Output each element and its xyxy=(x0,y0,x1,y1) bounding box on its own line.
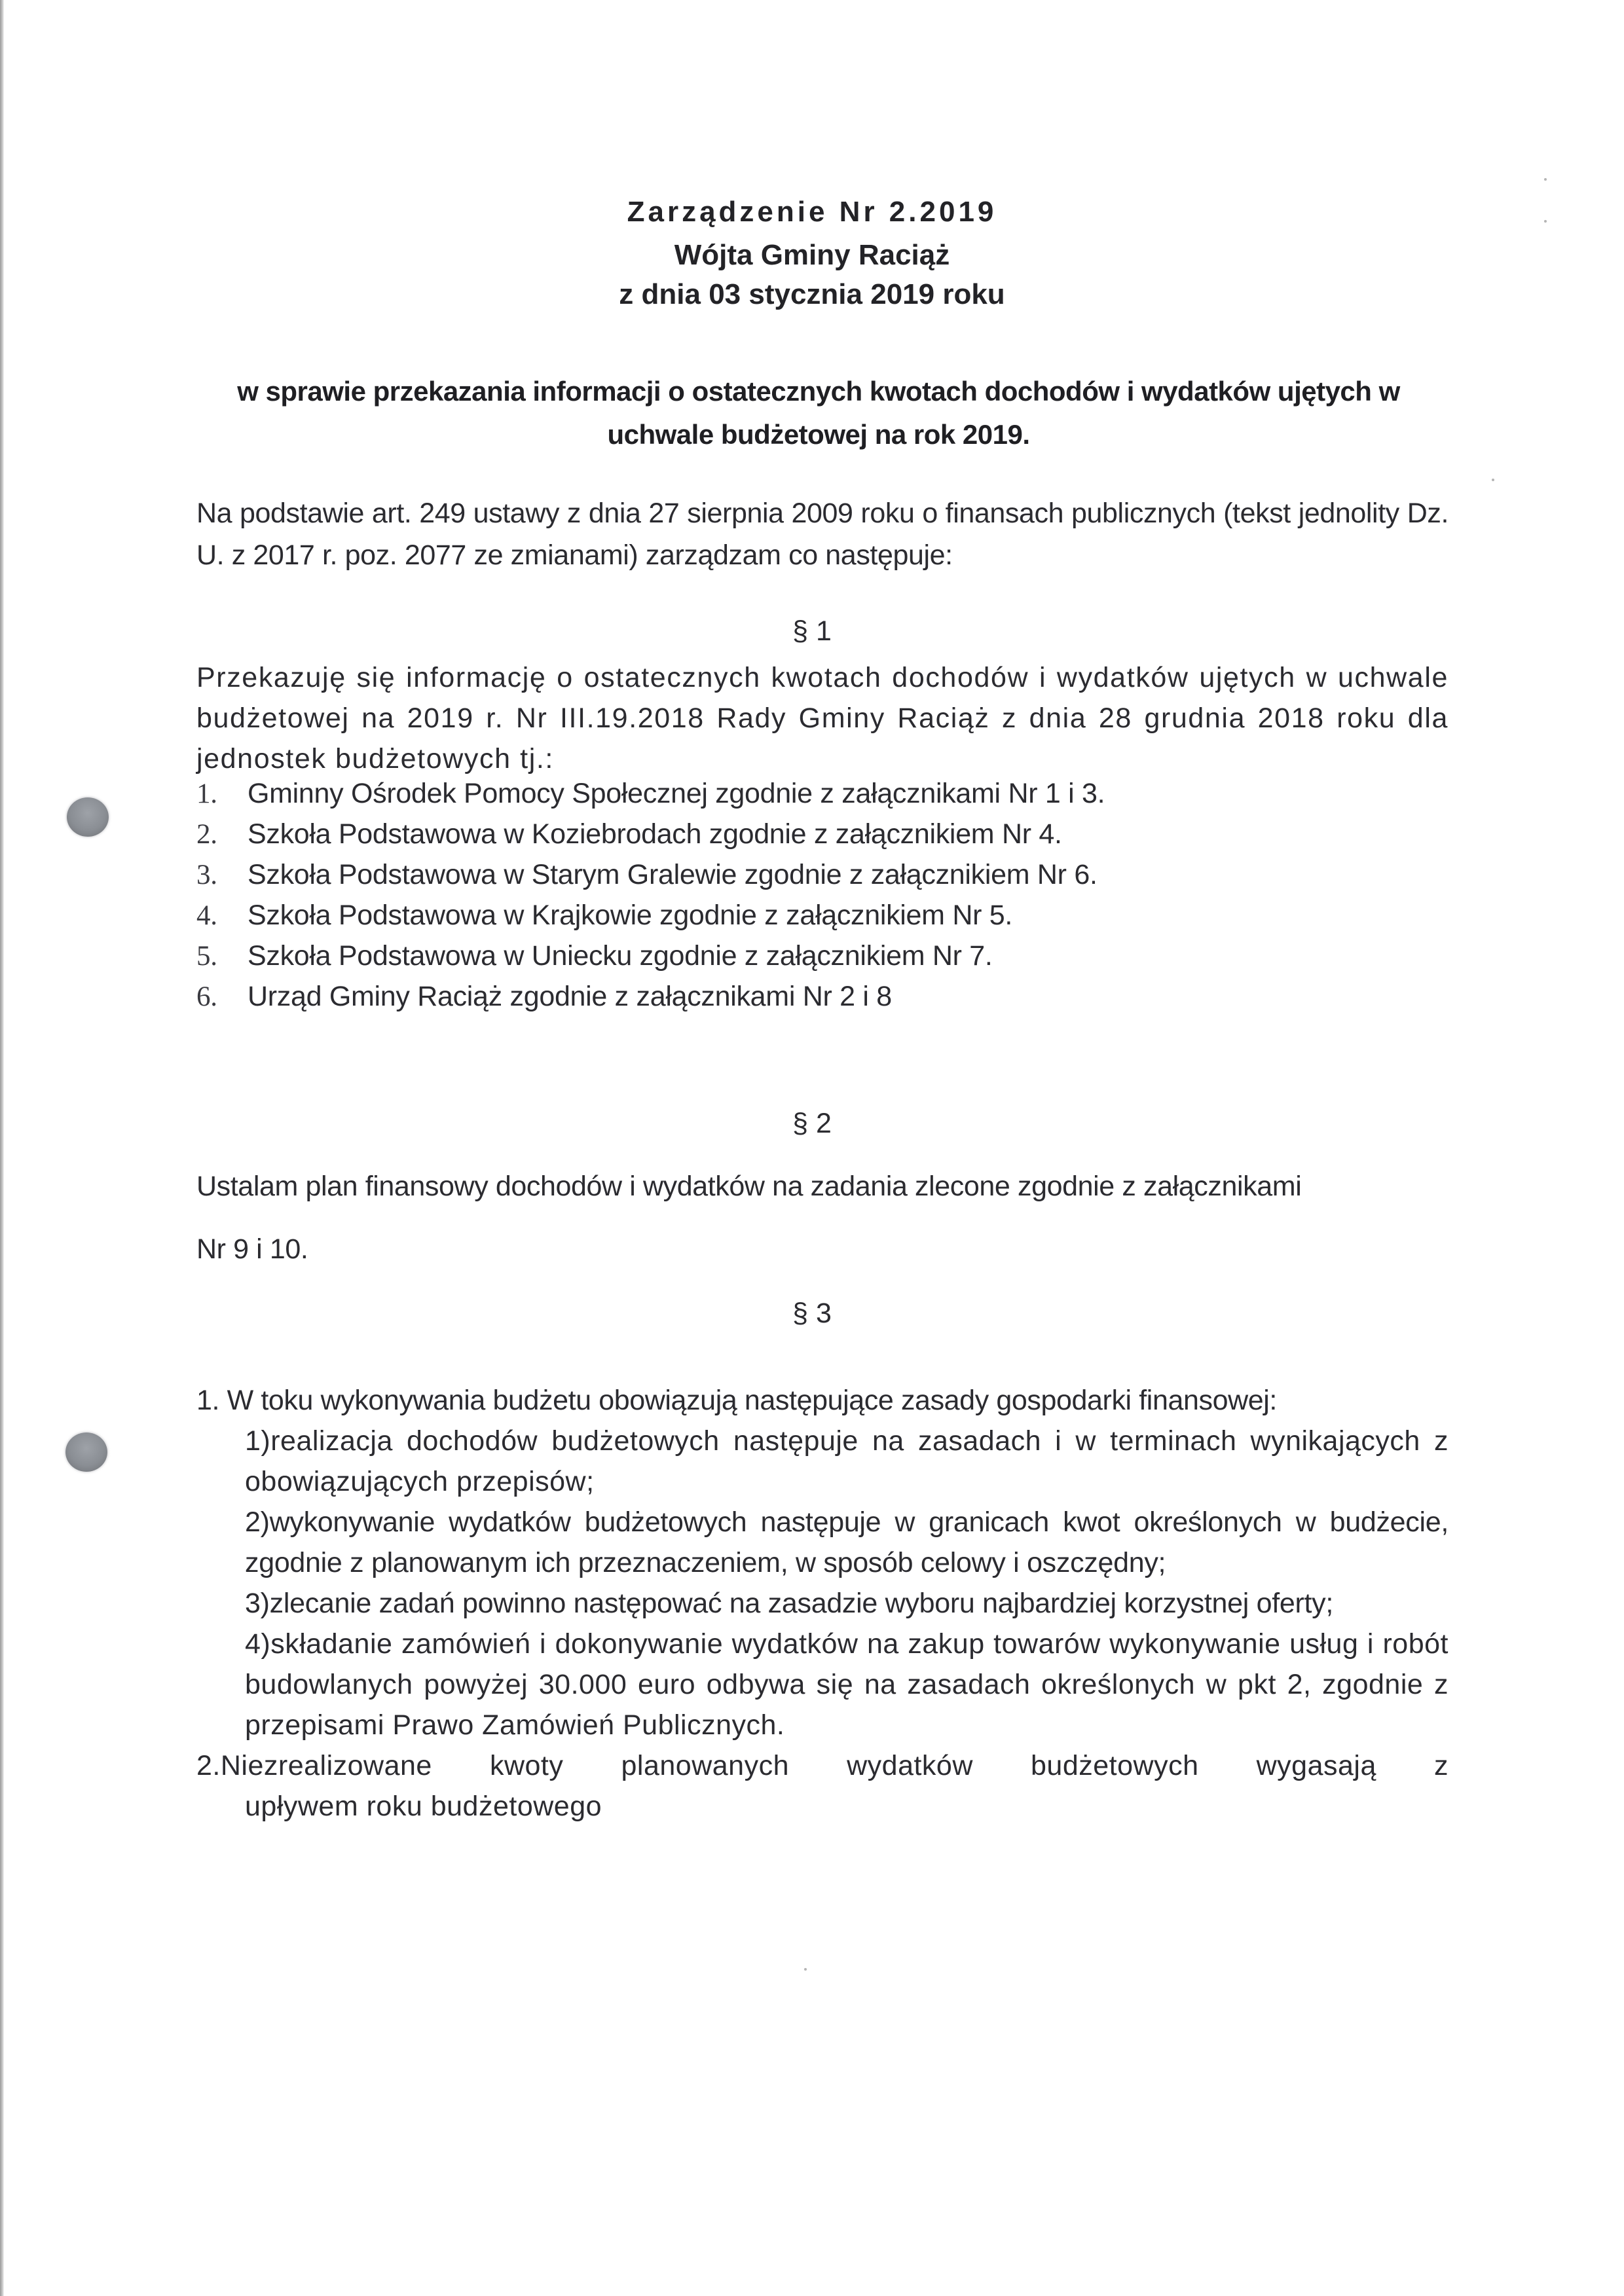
list-item xyxy=(196,900,1244,940)
list-item-number: 1. xyxy=(196,778,217,809)
document-title: Zarządzenie Nr 2.2019 xyxy=(627,196,997,228)
punch-hole-icon xyxy=(65,1432,107,1472)
scan-speck xyxy=(1544,178,1547,181)
list-item-number: 4. xyxy=(196,900,217,931)
scan-speck xyxy=(804,1968,807,1971)
rule-item: 2)wykonywanie wydatków budżetowych następuje w granicach kwot określonych w budżecie, zgodnie z planowanym ich przeznaczeniem, w sposób celowy i oszczędny; xyxy=(245,1506,1449,1578)
rule-item: 4)składanie zamówień i dokonywanie wydatków na zakup towarów wykonywanie usług i robót budowlanych powyżej 30.000 euro odbywa się na zasadach określonych w pkt 2, zgodnie z przepisami Prawo Zamówień Publicznych. xyxy=(245,1628,1449,1741)
list-item xyxy=(196,778,1244,818)
scanned-page-edge xyxy=(0,0,4,2296)
section-1-mark: § 1 xyxy=(792,615,832,647)
section-2-mark: § 2 xyxy=(792,1108,832,1139)
section-3-intro: 1. W toku wykonywania budżetu obowiązują następujące zasady gospodarki finansowej: xyxy=(196,1385,1277,1416)
list-item-text: Szkoła Podstawowa w Starym Gralewie zgodnie z załącznikiem Nr 6. xyxy=(248,859,1098,890)
list-item xyxy=(196,940,1244,981)
list-item-text: Urząd Gminy Raciąż zgodnie z załącznikami Nr 2 i 8 xyxy=(248,981,892,1012)
punch-hole-icon xyxy=(67,797,109,837)
scan-speck xyxy=(1492,479,1494,481)
point-2-first-line: 2.Niezrealizowane kwoty planowanych wydatków budżetowych wygasają z xyxy=(196,1750,1449,1781)
list-item-text: Szkoła Podstawowa w Uniecku zgodnie z załącznikiem Nr 7. xyxy=(248,940,993,972)
list-item xyxy=(196,818,1244,859)
rule-item: 3)zlecanie zadań powinno następować na zasadzie wyboru najbardziej korzystnej oferty; xyxy=(245,1588,1334,1619)
list-item-number: 3. xyxy=(196,860,217,890)
section-2-text: Ustalam plan finansowy dochodów i wydatków na zadania zlecone zgodnie z załącznikami Nr 9 i 10. xyxy=(196,1171,1302,1265)
list-item xyxy=(196,859,1244,900)
list-item-text: Gminny Ośrodek Pomocy Społecznej zgodnie z załącznikami Nr 1 i 3. xyxy=(248,778,1105,809)
document-subject: w sprawie przekazania informacji o ostatecznych kwotach dochodów i wydatków ujętych w uchwale budżetowej na rok 2019. xyxy=(237,376,1400,450)
list-item-number: 2. xyxy=(196,819,217,850)
list-item-number: 6. xyxy=(196,981,217,1012)
document-date: z dnia 03 stycznia 2019 roku xyxy=(619,278,1005,310)
budget-units-list xyxy=(196,778,1244,1021)
issuing-authority: Wójta Gminy Raciąż xyxy=(674,239,950,271)
financial-rules-list xyxy=(245,1421,1449,1745)
legal-basis: Na podstawie art. 249 ustawy z dnia 27 sierpnia 2009 roku o finansach publicznych (tekst jednolity Dz. U. z 2017 r. poz. 2077 ze zmianami) zarządzam co następuje: xyxy=(196,498,1449,571)
section-1-text: Przekazuję się informację o ostatecznych kwotach dochodów i wydatków ujętych w uchwale budżetowej na 2019 r. Nr III.19.2018 Rady Gminy Raciąż z dnia 28 grudnia 2018 roku dla jednostek budżetowych tj.: xyxy=(196,662,1449,774)
list-item xyxy=(196,981,1244,1021)
section-3-mark: § 3 xyxy=(792,1298,832,1329)
rule-item: 1)realizacja dochodów budżetowych następuje na zasadach i w terminach wynikających z obowiązujących przepisów; xyxy=(245,1425,1449,1497)
list-item-text: Szkoła Podstawowa w Koziebrodach zgodnie z załącznikiem Nr 4. xyxy=(248,818,1062,850)
point-2-continuation: upływem roku budżetowego xyxy=(245,1791,602,1822)
list-item-text: Szkoła Podstawowa w Krajkowie zgodnie z załącznikiem Nr 5. xyxy=(248,900,1012,931)
section-3-point-2 xyxy=(196,1745,1449,1827)
list-item-number: 5. xyxy=(196,941,217,972)
